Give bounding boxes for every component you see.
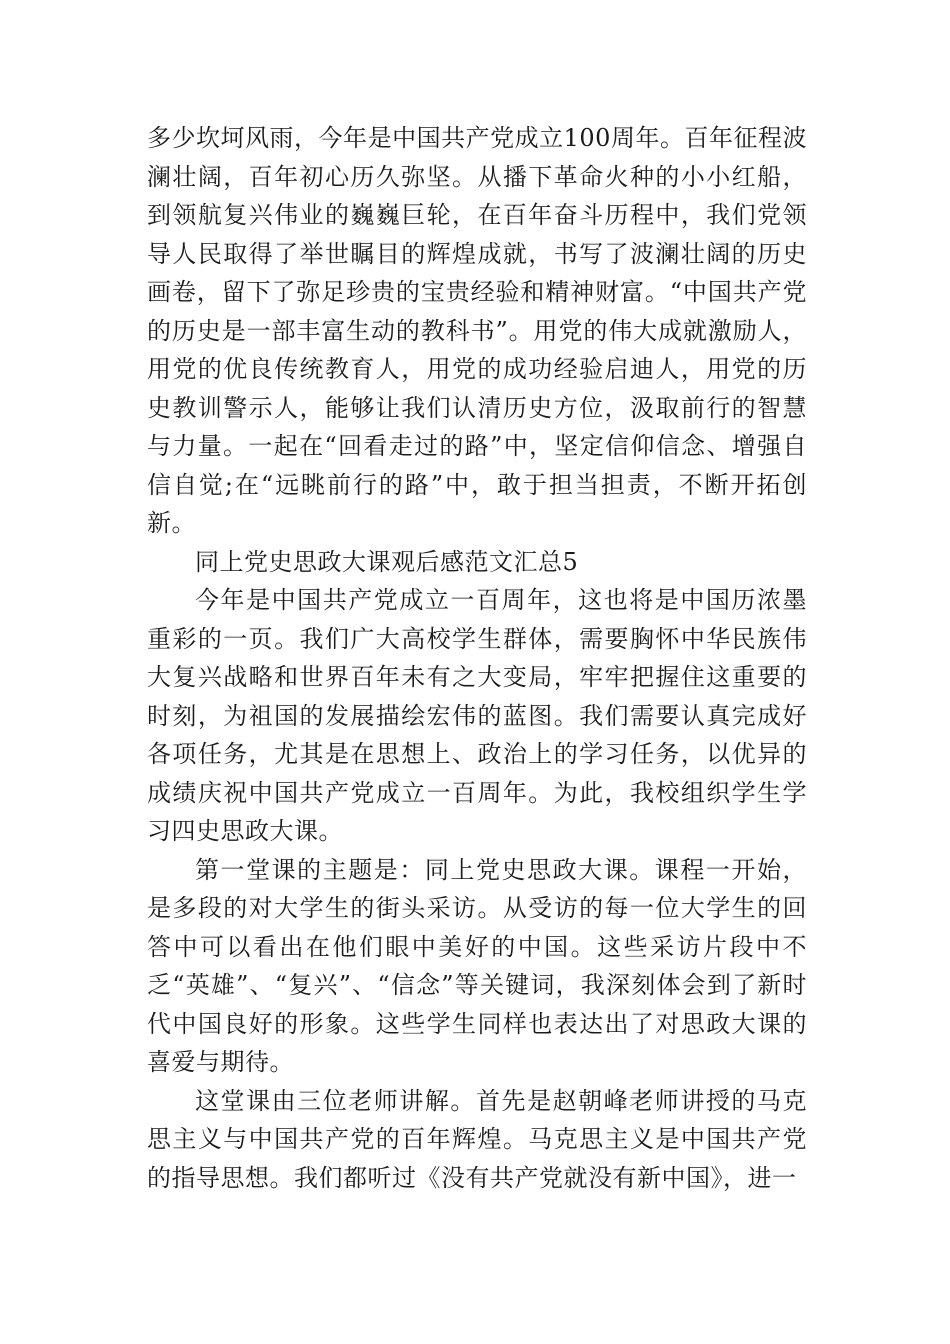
paragraph-continued: 多少坎坷风雨，今年是中国共产党成立100周年。百年征程波澜壮阔，百年初心历久弥坚。从播下革命火种的小小红船，到领航复兴伟业的巍巍巨轮，在百年奋斗历程中，我们党领导人民取得了举世瞩目的辉煌成就，书写了波澜壮阔的历史画卷，留下了弥足珍贵的宝贵经验和精神财富。“中国共产党的历史是一部丰富生动的教科书”。用党的伟大成就激励人，用党的优良传统教育人，用党的成功经验启迪人，用党的历史教训警示人，能够让我们认清历史方位，汲取前行的智慧与力量。一起在“回看走过的路”中，坚定信仰信念、增强自信自觉;在“远眺前行的路”中，敢于担当担责，不断开拓创新。 bbox=[147, 124, 807, 537]
section-title: 同上党史思政大课观后感范文汇总5 bbox=[195, 547, 579, 576]
section-paragraph-3: 这堂课由三位老师讲解。首先是赵朝峰老师讲授的马克思主义与中国共产党的百年辉煌。马克思主义是中国共产党的指导思想。我们都听过《没有共产党就没有新中国》，进一 bbox=[147, 1086, 807, 1192]
section-paragraph-2: 第一堂课的主题是：同上党史思政大课。课程一开始，是多段的对大学生的街头采访。从受访的每一位大学生的回答中可以看出在他们眼中美好的中国。这些采访片段中不乏“英雄”、“复兴”、“信念”等关键词，我深刻体会到了新时代中国良好的形象。这些学生同样也表达出了对思政大课的喜爱与期待。 bbox=[147, 855, 807, 1076]
section-paragraph-1: 今年是中国共产党成立一百周年，这也将是中国历浓墨重彩的一页。我们广大高校学生群体，需要胸怀中华民族伟大复兴战略和世界百年未有之大变局，牢牢把握住这重要的时刻，为祖国的发展描绘宏伟的蓝图。我们需要认真完成好各项任务，尤其是在思想上、政治上的学习任务，以优异的成绩庆祝中国共产党成立一百周年。为此，我校组织学生学习四史思政大课。 bbox=[147, 586, 807, 845]
document-body bbox=[147, 119, 807, 1197]
